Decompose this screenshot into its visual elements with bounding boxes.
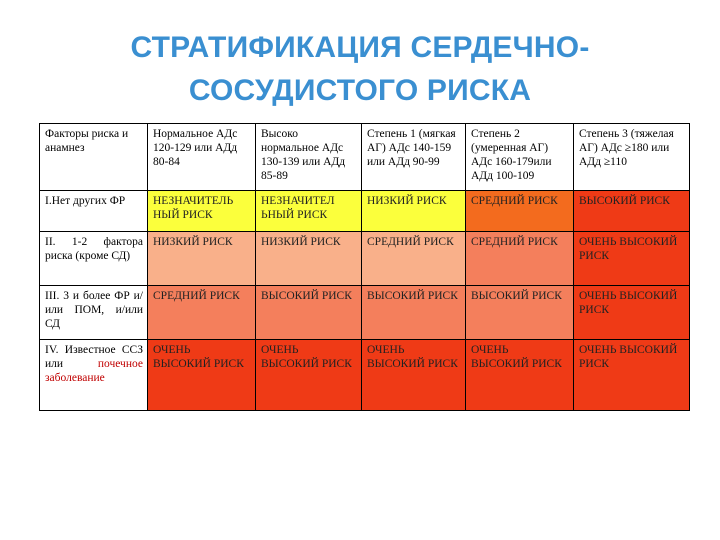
risk-cell: ОЧЕНЬ ВЫСОКИЙ РИСК xyxy=(148,340,256,411)
row-label xyxy=(40,340,148,411)
row-label-extra: почечное заболевание xyxy=(45,358,143,384)
risk-cell: СРЕДНИЙ РИСК xyxy=(148,286,256,340)
header-cell-grade-3: Степень 3 (тяжелая АГ) АДс ≥180 или АДд ≥110 xyxy=(574,124,690,191)
row-label: II. 1-2 фактора риска (кроме СД) xyxy=(40,232,148,286)
page-title xyxy=(0,26,720,112)
risk-cell: ОЧЕНЬ ВЫСОКИЙ РИСК xyxy=(362,340,466,411)
header-cell-high-normal: Высоко нормальное АДс 130-139 или АДд 85-89 xyxy=(256,124,362,191)
risk-cell: НЕЗНАЧИТЕЛЬ НЫЙ РИСК xyxy=(148,191,256,232)
table-row xyxy=(40,286,690,340)
risk-cell: ОЧЕНЬ ВЫСОКИЙ РИСК xyxy=(574,340,690,411)
risk-cell: ОЧЕНЬ ВЫСОКИЙ РИСК xyxy=(256,340,362,411)
risk-cell: ОЧЕНЬ ВЫСОКИЙ РИСК xyxy=(574,286,690,340)
table-row xyxy=(40,232,690,286)
risk-cell: ОЧЕНЬ ВЫСОКИЙ РИСК xyxy=(574,232,690,286)
risk-cell: СРЕДНИЙ РИСК xyxy=(466,232,574,286)
title-line-1: СТРАТИФИКАЦИЯ СЕРДЕЧНО- xyxy=(130,31,590,64)
header-cell-grade-1: Степень 1 (мягкая АГ) АДс 140-159 или АДд 90-99 xyxy=(362,124,466,191)
header-cell-risk-factors: Факторы риска и анамнез xyxy=(40,124,148,191)
header-cell-grade-2: Степень 2 (умеренная АГ) АДс 160-179или АДд 100-109 xyxy=(466,124,574,191)
table-row xyxy=(40,340,690,411)
risk-cell: НЕЗНАЧИТЕЛ ЬНЫЙ РИСК xyxy=(256,191,362,232)
risk-cell: ВЫСОКИЙ РИСК xyxy=(362,286,466,340)
title-line-2: СОСУДИСТОГО РИСКА xyxy=(188,74,532,107)
risk-cell: НИЗКИЙ РИСК xyxy=(148,232,256,286)
risk-cell: НИЗКИЙ РИСК xyxy=(256,232,362,286)
row-label-main: IV. Известное ССЗ или xyxy=(45,344,143,370)
risk-cell: СРЕДНИЙ РИСК xyxy=(466,191,574,232)
risk-cell: НИЗКИЙ РИСК xyxy=(362,191,466,232)
table-row xyxy=(40,191,690,232)
risk-cell: ВЫСОКИЙ РИСК xyxy=(574,191,690,232)
header-cell-normal: Нормальное АДс 120-129 или АДд 80-84 xyxy=(148,124,256,191)
risk-cell: СРЕДНИЙ РИСК xyxy=(362,232,466,286)
risk-cell: ВЫСОКИЙ РИСК xyxy=(256,286,362,340)
table-header-row xyxy=(40,124,690,191)
risk-cell: ВЫСОКИЙ РИСК xyxy=(466,286,574,340)
row-label: I.Нет других ФР xyxy=(40,191,148,232)
risk-cell: ОЧЕНЬ ВЫСОКИЙ РИСК xyxy=(466,340,574,411)
risk-stratification-table xyxy=(39,123,690,411)
row-label: III. 3 и более ФР и/или ПОМ, и/или СД xyxy=(40,286,148,340)
